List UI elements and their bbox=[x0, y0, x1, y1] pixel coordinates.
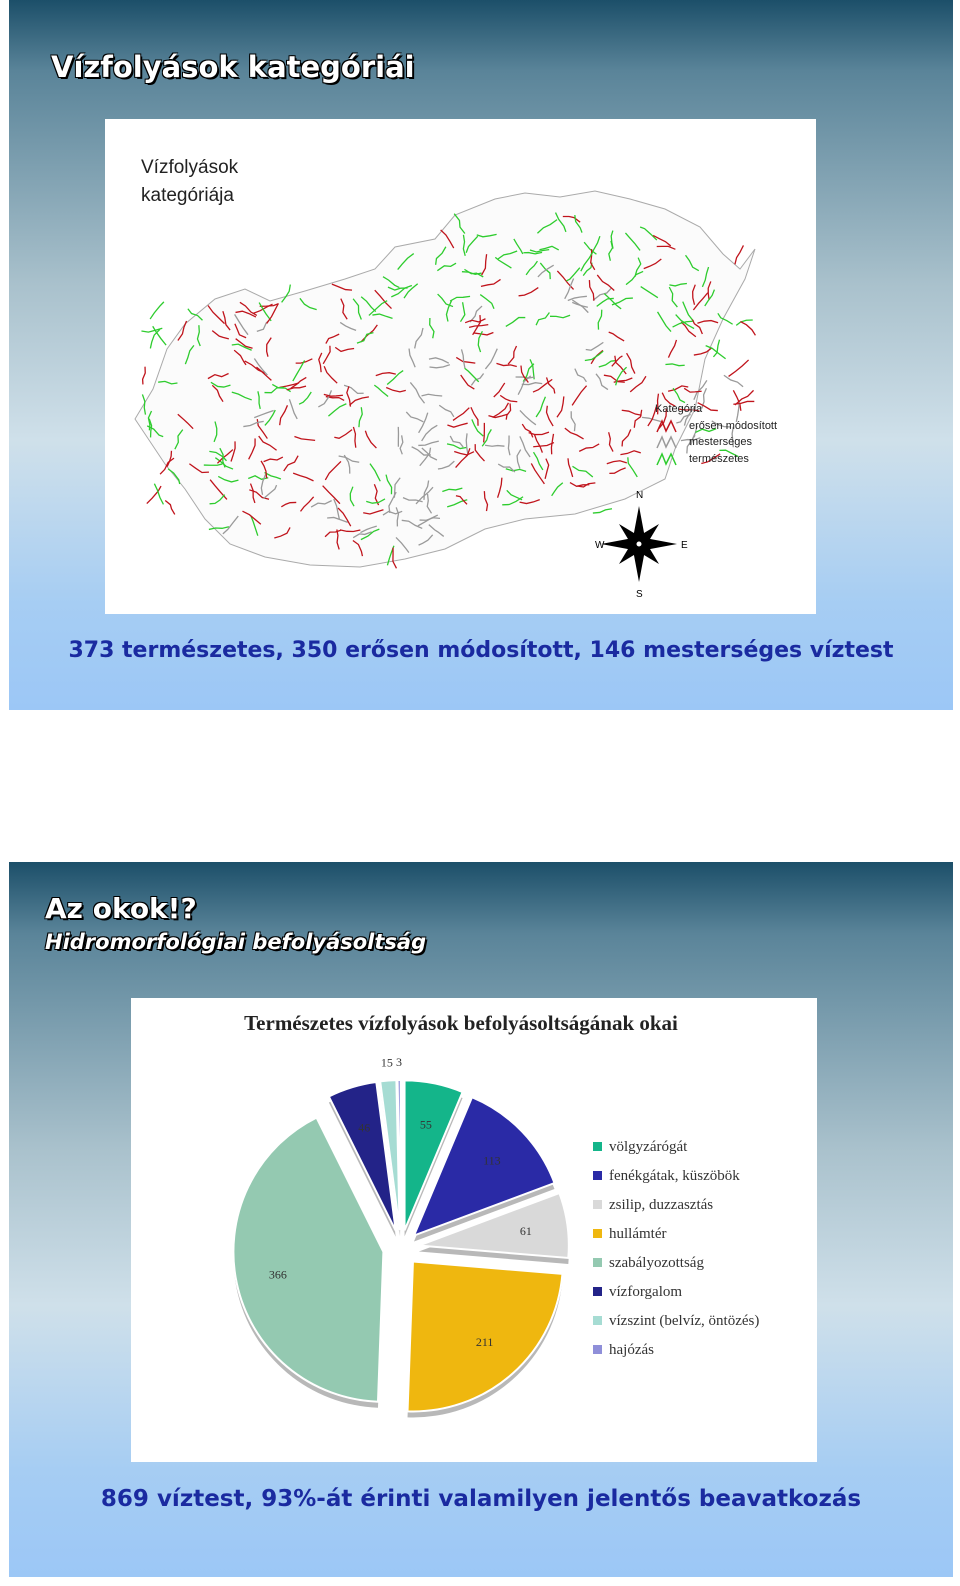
river-segment bbox=[593, 509, 612, 513]
compass-s-label: S bbox=[636, 589, 643, 600]
chart-title: Természetes vízfolyások befolyásoltságának okai bbox=[244, 1011, 678, 1035]
pie-slice-value-label: 61 bbox=[519, 1223, 532, 1238]
river-segment bbox=[736, 402, 739, 422]
river-segment bbox=[150, 302, 164, 319]
legend-swatch bbox=[593, 1316, 602, 1325]
chart-legend bbox=[593, 1139, 759, 1358]
legend-label: szabályozottság bbox=[609, 1255, 704, 1271]
pie-chart bbox=[131, 998, 817, 1462]
legend-swatch bbox=[593, 1345, 602, 1354]
pie-slice-value-label: 55 bbox=[419, 1117, 432, 1132]
pie-slice-value-label: 211 bbox=[475, 1335, 494, 1350]
pie-slice-value-label: 366 bbox=[268, 1267, 287, 1282]
compass-rose-icon bbox=[595, 490, 688, 600]
river-segment bbox=[729, 360, 749, 377]
river-segment bbox=[143, 367, 146, 385]
legend-swatch bbox=[593, 1142, 602, 1151]
river-segment bbox=[735, 245, 744, 264]
river-segment bbox=[485, 445, 504, 446]
river-segment bbox=[713, 340, 719, 357]
legend-swatch bbox=[593, 1229, 602, 1238]
river-segment bbox=[150, 329, 159, 348]
legend-label: vízszint (belvíz, öntözés) bbox=[609, 1313, 760, 1329]
river-segment bbox=[165, 501, 175, 515]
map-legend-title: Kategória bbox=[655, 403, 703, 415]
legend-swatch bbox=[593, 1200, 602, 1209]
legend-label: fenékgátak, küszöbök bbox=[609, 1168, 740, 1184]
category-summary-caption: 373 természetes, 350 erősen módosított, 146 mesterséges víztest bbox=[68, 638, 894, 663]
pie-slices bbox=[233, 1055, 568, 1417]
map-title-line2: kategóriája bbox=[141, 185, 234, 206]
map-legend-item-heavily-modified: erősen módosított bbox=[689, 420, 778, 432]
compass-n-label: N bbox=[636, 490, 644, 501]
impact-summary-caption: 869 víztest, 93%-át érinti valamilyen jelentős beavatkozás bbox=[100, 1486, 862, 1512]
legend-swatch bbox=[593, 1258, 602, 1267]
pie-slice-value-label: 3 bbox=[395, 1055, 402, 1070]
pie-chart-panel bbox=[131, 998, 817, 1462]
legend-label: völgyzárógát bbox=[609, 1139, 688, 1155]
river-segment bbox=[736, 320, 752, 325]
map-legend-item-artificial: mesterséges bbox=[689, 436, 752, 448]
compass-w-label: W bbox=[595, 540, 605, 551]
map-canvas bbox=[105, 119, 816, 614]
legend-label: vízforgalom bbox=[609, 1284, 683, 1300]
pie-slice-value-label: 15 bbox=[380, 1055, 393, 1070]
slide-title: Vízfolyások kategóriái bbox=[51, 50, 415, 84]
compass-e-label: E bbox=[681, 540, 688, 551]
river-segment bbox=[724, 375, 743, 386]
legend-label: hullámtér bbox=[609, 1226, 667, 1242]
slide-categories bbox=[9, 0, 953, 710]
map-legend-item-natural: természetes bbox=[689, 453, 749, 465]
river-segment bbox=[740, 322, 755, 336]
slide-causes bbox=[9, 862, 953, 1577]
slide-title: Az okok!? bbox=[45, 892, 197, 925]
map-title-line1: Vízfolyások bbox=[141, 157, 239, 178]
pie-slice-value-label: 46 bbox=[358, 1120, 371, 1135]
slide-subtitle: Hidromorfológiai befolyásoltság bbox=[45, 930, 427, 954]
legend-label: zsilip, duzzasztás bbox=[609, 1197, 714, 1213]
legend-swatch bbox=[593, 1287, 602, 1296]
river-segment bbox=[484, 423, 485, 443]
legend-swatch bbox=[593, 1171, 602, 1180]
pie-slice-value-label: 113 bbox=[483, 1153, 501, 1168]
hungary-river-map bbox=[105, 119, 816, 614]
legend-label: hajózás bbox=[609, 1342, 654, 1358]
